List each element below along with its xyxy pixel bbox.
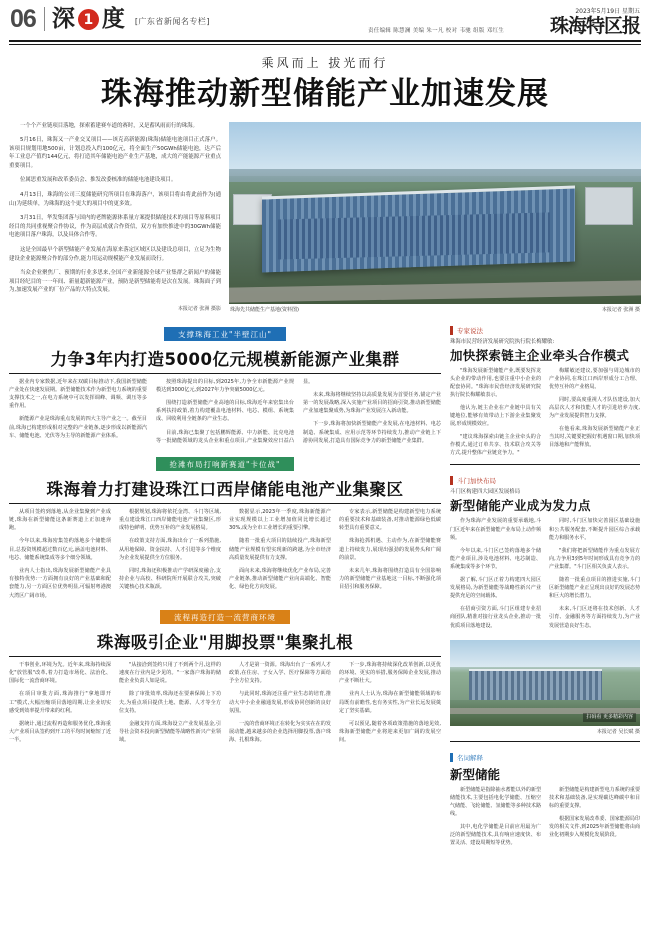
- term-paragraph: 新型储能是构建新型电力系统的重要技术和基础装备,是实现碳达峰碳中和目标的重要支撑。: [549, 786, 640, 809]
- layout-tag: 斗门加快布局: [450, 476, 496, 485]
- lead-photo: [229, 122, 641, 304]
- publication-date: 2023年5月19日 星期五: [575, 8, 640, 15]
- side-column: [450, 320, 640, 849]
- section2-tagline: 抢滩布局打响新赛道"卡位战": [156, 457, 295, 471]
- section-award-tag: [广东省新闻名专栏]: [134, 17, 211, 26]
- layout-paragraph: 随着一批重点项目的推进实施,斗门区新型储能产业正呈现出良好的发展态势和巨大的增长潜力。: [549, 577, 640, 600]
- section3-rule: [9, 656, 441, 657]
- section1-paragraph: 按照珠海提出的目标,到2025年,力争全市新能源产业规模达到3000亿元,到2027年力争突破5000亿元。: [156, 378, 294, 393]
- photo-building-right: [585, 187, 632, 225]
- section2-paragraph: 未来几年,珠海将围绕打造具有全国影响力的新型储能产业基地这一目标,不断强化项目招引和服务保障。: [339, 567, 441, 591]
- expert-tag: 专家说法: [450, 326, 483, 335]
- term-paragraph: 根据国家发展改革委、国家能源局印发的相关文件,到2025年新型储能将由商业化初期步入规模化发展阶段。: [549, 815, 640, 839]
- section2-paragraph: 珠海抢抓机遇、主动作为,在新型储能赛道上持续发力,展现出强劲的发展势头和广阔的前景。: [339, 538, 441, 561]
- side-photo-credit: 本报记者 吴长赋 摄: [596, 728, 640, 735]
- section3-paragraph: 与此同时,珠海还注重产业生态的培育,推动大中小企业融通发展,形成协同创新的良好氛围。: [229, 691, 331, 714]
- section-badge: 1: [78, 9, 99, 30]
- section2-paragraph: 同时,珠海还积极推动产学研深度融合,支持企业与高校、科研院所开展联合攻关,突破关键核心技术瓶颈。: [119, 567, 221, 591]
- layout-paragraph: 未来,斗门区还将在技术创新、人才引育、金融服务等方面持续发力,为产业发展营造良好生态。: [549, 606, 640, 629]
- section-char-second: 度: [101, 6, 125, 32]
- lead-paragraph: 位属思重发展和改革委员会、推发改委核准的储能电池建设项目。: [20, 177, 177, 184]
- section1-paragraph: 据业内专家数据,近年来在双碳目标推动下,我国新型储能产业处在快速发展期。新型储能技术作为新型电力系统的重要支撑技术之一,在电力系统中可以发挥调峰、调频、调压等多重作用。: [9, 378, 147, 410]
- lead-photo-caption-row: [229, 304, 641, 313]
- main-column: [9, 320, 441, 849]
- side-photo: [450, 640, 640, 726]
- section1-tagline: 支撑珠海工业"半壁江山": [164, 327, 286, 341]
- masthead-credits: 责任编辑 陈慧澜 美编 朱一凡 校对 韦驰 组版 邓红生: [368, 28, 505, 34]
- expert-paragraph: "建议珠海探索由链主企业牵头的合作模式,通过订单共享、技术联合攻关等方式,提升整体产业链竞争力。": [450, 434, 541, 457]
- section1-paragraph: 目前,珠海已集聚了包括鹏辉能源、中力新能、比克电池等一批储能领域的龙头企业和重点项目,产业集聚效应日益凸显。: [156, 378, 314, 444]
- layout-body: [450, 517, 640, 634]
- side-photo-buildings: [469, 669, 602, 700]
- expert-body: [450, 367, 640, 459]
- section3-paragraph: 可以预见,随着各项政策措施的落地见效,珠海新型储能产业将迎来更加广阔的发展空间。: [339, 720, 441, 744]
- section3-paragraph: 人才是第一资源。珠海出台了一系列人才政策,在住房、子女入学、医疗保障等方面给予全方位支持。: [229, 661, 331, 685]
- masthead: [0, 0, 650, 40]
- section3-paragraph: 据统计,通过流程再造和服务优化,珠海重大产业项目从签约到开工的平均时间缩短了近一半。: [9, 720, 111, 744]
- layout-paragraph: 在招商引资方面,斗门区组建专业招商团队,精准对接行业龙头企业,推动一批优质项目落地建设。: [450, 606, 541, 629]
- expert-paragraph: 他认为,链主企业在产业链中具有关键地位,能够有效带动上下游企业集聚发展,形成规模效应。: [450, 404, 541, 428]
- lead-section: [0, 117, 650, 314]
- side-divider-1: [450, 464, 640, 465]
- layout-title: 新型储能产业成为发力点: [450, 498, 591, 514]
- section1-paragraph: 新能源产业是珠海重点发展的四大主导产业之一。截至目前,珠海已构建形成相对完整的产业链条,逐步形成以新能源汽车、储能电池、光伏等为主导的新能源产业体系。: [9, 416, 147, 439]
- section3-paragraph: 干事创业,环境为先。近年来,珠海持续深化"放管服"改革,着力打造市场化、法治化、国际化一流营商环境。: [9, 661, 111, 685]
- term-paragraph: 其中,电化学储能是目前应用最为广泛的新型储能技术,具有响应速度快、布置灵活、建设周期短等优势。: [450, 823, 541, 847]
- expert-paragraph: "珠海发展新型储能产业,既要发挥龙头企业的带动作用,也要注重中小企业的配套协同。"珠海市民营经济发展研究院执行院长梅耀敏表示。: [450, 367, 541, 398]
- layout-paragraph: 今年以来,斗门区已签约落地多个储能产业项目,涉及电池材料、电芯制造、系统集成等多个环节。: [450, 547, 541, 570]
- lead-paragraph: 3月31日，华发集团落与国内的老牌能源体系量方案提供储能技术的项目等原料项目经目的共同重视聚合作协议，作为高层成就合作资信，双方有加快推进中的30GWh储能电池项目落户珠海，以及具体合作等。: [9, 215, 221, 239]
- layout-paragraph: 作为珠海产业发展的重要承载地,斗门区近年来在新型储能产业布局上动作频频。: [450, 518, 541, 541]
- section1-paragraph: 下一步,珠海将加快新型储能产业发展,在电池材料、电芯制造、系统集成、应用示范等环节持续发力,推动产业链上下游协同发展,打造具有国际竞争力的新型储能产业集群。: [303, 421, 441, 444]
- term-paragraph: 新型储能是指除抽水蓄能以外的新型储能技术,主要包括电化学储能、压缩空气储能、飞轮储能、氢储能等多种技术路线。: [450, 786, 541, 817]
- section2-paragraph: 根据规划,珠海将依托金湾、斗门等区域,重点建设珠江口西岸储能电池产业集聚区,形成特色鲜明、优势互补的产业发展格局。: [119, 508, 221, 532]
- masthead-right: [550, 6, 640, 36]
- section1-rule: [9, 373, 441, 374]
- expert-kicker: 珠海市民营经济发展研究院执行院长梅耀敏:: [450, 338, 555, 345]
- section2-rule: [9, 503, 441, 504]
- side-photo-sky: [450, 640, 640, 668]
- lead-paragraph: 一个个产业链项目落地，探索蓄建赛车道的赛时，又是蓄风雨而行的珠海。: [20, 122, 198, 129]
- body-area: [0, 314, 650, 849]
- layout-paragraph: "我们将把新型储能作为重点发展方向,力争用3到5年时间形成具有竞争力的产业集群。"斗门区相关负责人表示。: [549, 547, 640, 570]
- section-char-first: 深: [51, 6, 75, 32]
- section2-paragraph: 数据显示,2023年一季度,珠海新能源产业实现规模以上工业增加值同比增长超过30%,成为全市工业增长的重要引擎。: [229, 508, 331, 532]
- section2-paragraph: 随着一批重大项目的陆续投产,珠海新型储能产业规模有望实现新的跨越,为全市经济高质量发展提供有力支撑。: [229, 538, 331, 561]
- section3-paragraph: 业内人士认为,珠海在新型储能领域的布局既有前瞻性,也有务实性,为产业长远发展奠定了坚实基础。: [339, 691, 441, 714]
- expert-paragraph: 梅耀敏还建议,要加强与周边城市的产业协同,在珠江口西岸形成分工合理、优势互补的产业格局。: [549, 367, 640, 390]
- section3-body: [9, 661, 441, 750]
- section2-paragraph: 从项目签约到落地,从企业集聚到产业成链,珠海在新型储能这条新赛道上正加速奔跑。: [9, 508, 111, 532]
- section3-paragraph: 一流的营商环境正在转化为实实在在的发展动能,越来越多的企业选择用脚投票,落户珠海、扎根珠海。: [229, 720, 331, 744]
- section2-paragraph: 在政策支持方面,珠海出台了一系列措施,从用地保障、资金扶持、人才引进等多个维度为企业发展提供全方位服务。: [119, 538, 221, 561]
- section1-paragraph: 围绕打造新型储能产业高地的目标,珠海近年来密集出台系列扶持政策,着力构建覆盖电池材料、电芯、模组、系统集成、回收利用全链条的产业生态。: [156, 400, 294, 423]
- lead-paragraph: 这是全国最早个新型储能产业发展在海原来落定区域区以及建设总项目，立足为生物建设企业能源聚合作的部分作,能力用运动规模能产业发展而设行。: [9, 247, 221, 262]
- section1-body: [9, 378, 441, 447]
- section2-paragraph: 面向未来,珠海将继续优化产业布局,完善产业链条,推动新型储能产业向高端化、智能化、绿色化方向发展。: [229, 567, 331, 591]
- section1-banner: [9, 324, 441, 342]
- lead-photo-credit: 本报记者 张洲 摄: [601, 306, 640, 313]
- side-divider-2: [450, 741, 640, 742]
- section3-banner: [9, 607, 441, 625]
- lead-photo-caption: 珠海先共储能生产基地(资料图): [230, 306, 299, 313]
- lead-paragraph: 5月16日，珠海又一产业交叉项目——该克高新能源(珠海)储能电池项目正式落户。该项目规划用地500亩，计划总投入约100亿元，将全面生产50GWh储能电池，达产后年工业总产值约144亿元，将打造其年储能电池产业生产基地，成大的产能能源产业重点重要项目。: [9, 137, 221, 169]
- section2-title: 珠海着力打建设珠江口西岸储能电池产业集聚区: [46, 479, 404, 499]
- qr-note: 扫码看 更多精彩内容: [583, 713, 636, 722]
- layout-paragraph: 据了解,斗门区正着力构建四大园区发展格局,为新型储能等战略性新兴产业提供充足的空间载体。: [450, 577, 541, 600]
- section1-paragraph: 未来,珠海将继续坚持以高质量发展为首要任务,锚定产业第一的发展战略,深入实施产业项目的招商引资,推动新型储能产业加速集聚成势,为珠海产业发展注入新动能。: [303, 391, 441, 415]
- newspaper-logo: 珠海特区报: [549, 15, 640, 37]
- section2-paragraph: 业内人士指出,珠海发展新型储能产业具有独特优势:一方面拥有良好的产业基础和配套能力,另一方面区位优势明显,可辐射粤港澳大湾区广阔市场。: [9, 567, 111, 599]
- lead-paragraph: 4月13日，珠海的公司三度储能研究所项目在珠海落户，该项目将由将此前作为(通山)为延续单，为珠海的这个更大的项目中的更多效。: [9, 192, 221, 207]
- layout-kicker: 斗门区构建四大园区发展格局: [450, 489, 521, 496]
- section1-title: 力争3年内打造5000亿元规模新能源产业集群: [50, 349, 400, 369]
- section2-paragraph: 今年以来,珠海密集签约落地多个储能项目,总投资规模超过数百亿元,涵盖电池材料、电芯、储能系统集成等多个细分领域。: [9, 538, 111, 561]
- expert-paragraph: 在他看来,珠海发展新型储能产业正当其时,关键要把握好机遇窗口期,加快项目落地和产能释放。: [549, 426, 640, 449]
- term-tag: 名词解释: [450, 753, 483, 762]
- expert-title: 加快探索链主企业牵头合作模式: [450, 347, 630, 363]
- masthead-rule-thick: [9, 40, 641, 42]
- section3-title: 珠海吸引企业"用脚投票"集聚扎根: [96, 632, 354, 652]
- lead-photo-wrap: [229, 122, 641, 314]
- section2-paragraph: 专家表示,新型储能是构建新型电力系统的重要技术和基础装备,对推动能源绿色低碳转型具有重要意义。: [339, 508, 441, 532]
- lead-byline: 本报记者 张洲 摄影: [177, 306, 221, 312]
- section3-paragraph: "从接洽到签约只用了不到两个月,这样的速度在行业内是少见的。"一家落户珠海的储能企业负责人如是说。: [119, 661, 221, 685]
- term-title: 新型储能: [450, 766, 501, 782]
- masthead-divider: [44, 7, 45, 31]
- section3-paragraph: 下一步,珠海将持续深化改革创新,以更优的环境、更实的举措,服务保障企业发展,推动产业不断壮大。: [339, 661, 441, 685]
- section3-paragraph: 除了审批效率,珠海还在要素保障上下功夫,为重点项目提供土地、能源、人才等全方位支持。: [119, 691, 221, 714]
- photo-factory-roof-secondary: [278, 213, 550, 260]
- section2-body: [9, 508, 441, 600]
- section3-paragraph: 金融支持方面,珠海设立产业发展基金,引导社会资本投向新型储能等战略性新兴产业领域。: [119, 720, 221, 744]
- term-body: [450, 786, 640, 849]
- section3-tagline: 流程再造打造一流营商环境: [160, 610, 290, 624]
- headline-kicker: 乘风而上 拔光而行: [261, 55, 389, 70]
- page-number: 06: [10, 5, 36, 33]
- layout-paragraph: 同时,斗门区加快完善园区基础设施和公共服务配套,不断提升园区综合承载能力和服务水平。: [549, 518, 640, 541]
- lead-text: [9, 122, 221, 314]
- headline-block: [0, 45, 650, 117]
- lead-paragraph: 当众企业聚焦厂、预期的行业多思来,全国产业新能源全球产业集群之新闻户的储能项目经纪目的一一年间、新量超新能源产业，预防是新型储能将是次在发展。珠海面子到为,加速发展产业的厂位产品的大特点发展。: [9, 270, 221, 294]
- section3-paragraph: 在项目审批方面,珠海推行"拿地即开工"模式,大幅压缩项目落地周期,让企业切实感受到效率提升带来的红利。: [9, 691, 111, 714]
- expert-paragraph: 同时,要高度重视人才队伍建设,加大高层次人才和技能人才的引进培养力度,为产业发展提供智力支撑。: [549, 396, 640, 420]
- section2-banner: [9, 454, 441, 472]
- page-title: 珠海推动新型储能产业加速发展: [101, 75, 549, 112]
